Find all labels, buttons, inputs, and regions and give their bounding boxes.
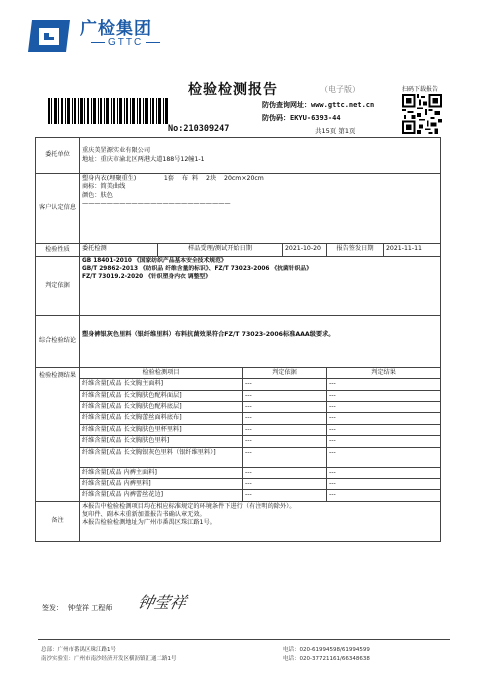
remark-line: 复印件、副本未重新加盖报告书确认章无效。 <box>82 510 206 518</box>
qr-caption: 扫码下载报告 <box>402 86 439 93</box>
result-basis: --- <box>243 379 327 390</box>
issue-date-value: 2021-11-11 <box>384 244 441 257</box>
conclusion-label: 综合检验结论 <box>36 316 80 368</box>
table-row <box>36 390 441 401</box>
results-label: 检验检测结果 <box>36 368 80 502</box>
result-basis: --- <box>243 402 327 413</box>
result-basis: --- <box>243 413 327 424</box>
basis-line: GB/T 29862-2013 《纺织品 纤维含量的标识》、FZ/T 73023-2006 《抗菌针织品》 <box>82 265 313 272</box>
result-basis: --- <box>243 447 327 467</box>
result-value: --- <box>327 467 441 478</box>
inspection-label: 检验性质 <box>36 244 80 257</box>
table-row <box>36 478 441 489</box>
report-number: No:210309247 <box>168 124 230 134</box>
table-row <box>36 447 441 467</box>
report-title-subtitle: （电子版） <box>320 85 360 94</box>
table-row <box>36 490 441 501</box>
client-address: 地址：重庆市渝北区两港大道188号12幢1-1 <box>82 155 205 163</box>
handwritten-signature: 钟莹祥 <box>136 593 189 612</box>
footer-branch-address: 南沙实验室：广州市南沙经济开发区横沥镇汇通二路1号 <box>41 656 177 662</box>
footer-phone-1: 电话：020-61994598/61994599 <box>283 647 370 653</box>
logo-chinese-name: 广检集团 <box>80 19 152 39</box>
basis-cell <box>80 257 441 316</box>
remarks-cell <box>80 501 441 541</box>
result-item: 纤维含量[成品 长文胸肤色配料底层] <box>80 402 243 413</box>
table-row <box>36 436 441 447</box>
logo-english-name: GTTC <box>88 37 163 48</box>
result-item: 纤维含量[成品 长文胸肤色配料面层] <box>80 390 243 401</box>
result-value: --- <box>327 424 441 435</box>
qr-code-icon <box>402 94 442 134</box>
gttc-logo-icon <box>26 18 72 54</box>
client-cell <box>80 138 441 174</box>
sample-row <box>36 174 441 244</box>
result-value: --- <box>327 379 441 390</box>
conclusion-row <box>36 316 441 368</box>
inspection-date-label: 样品受理/测试开始日期 <box>158 244 283 257</box>
remark-line: 本报告中检验检测项目均在相应标准规定的环境条件下进行（有注明的除外）。 <box>82 502 296 510</box>
table-row <box>36 467 441 478</box>
client-label: 委托单位 <box>36 138 80 174</box>
inspection-row <box>36 244 441 257</box>
result-basis: --- <box>243 478 327 489</box>
sample-color: 颜色：肤色 <box>82 191 113 199</box>
result-item: 纤维含量[成品 长文胸肤色里杯里料] <box>80 424 243 435</box>
inspection-nature: 委托检测 <box>80 244 158 257</box>
footer-phone-2: 电话：020-37721161/66348638 <box>283 656 370 662</box>
remarks-label: 备注 <box>36 501 80 541</box>
sample-cell <box>80 174 441 244</box>
result-item: 纤维含量[成品 长文胸肤色里料] <box>80 436 243 447</box>
basis-line: GB 18401-2010 《国家纺织产品基本安全技术规范》 <box>82 258 227 264</box>
issue-date-label: 报告签发日期 <box>327 244 384 257</box>
result-value: --- <box>327 447 441 467</box>
query-url-line: 防伪查询网址：www.gttc.net.cn <box>262 101 375 109</box>
result-value: --- <box>327 490 441 501</box>
barcode-icon <box>48 98 168 124</box>
basis-line: FZ/T 73019.2-2020 《针织塑身内衣 调整型》 <box>82 273 211 280</box>
result-value: --- <box>327 478 441 489</box>
table-row <box>36 379 441 390</box>
result-item: 纤维含量[成品 内裤蕾丝花边] <box>80 490 243 501</box>
table-row <box>36 402 441 413</box>
page-info: 共15页 第1页 <box>315 127 356 135</box>
signature-label: 签发： <box>42 604 63 612</box>
results-col-result: 判定结果 <box>327 368 441 379</box>
table-row <box>36 413 441 424</box>
result-item: 纤维含量[成品 内裤主面料] <box>80 467 243 478</box>
footer-hq-address: 总部：广州市番禺区珠江路1号 <box>41 647 117 653</box>
result-item: 纤维含量[成品 长文胸主面料] <box>80 379 243 390</box>
result-basis: --- <box>243 436 327 447</box>
inspection-date-value: 2021-10-20 <box>283 244 327 257</box>
table-row <box>36 424 441 435</box>
footer-divider <box>38 639 450 640</box>
result-item: 纤维含量[成品 内裤里料] <box>80 478 243 489</box>
remark-line: 本报告检验检测地址为广州市番禺区珠江路1号。 <box>82 519 216 527</box>
result-value: --- <box>327 390 441 401</box>
remarks-row <box>36 501 441 541</box>
signature-name: 钟莹祥 工程师 <box>68 604 113 612</box>
basis-label: 判定依据 <box>36 257 80 316</box>
report-title: 检验检测报告 <box>188 82 278 98</box>
result-basis: --- <box>243 424 327 435</box>
result-item: 纤维含量[成品 长文胸蕾丝面料底布] <box>80 413 243 424</box>
result-basis: --- <box>243 467 327 478</box>
result-item: 纤维含量[成品 长文胸银灰色里料（银纤维里料）] <box>80 447 243 467</box>
client-name: 重庆美罡源实业有限公司 <box>82 147 151 155</box>
sample-dash-line: ———————————————————————— <box>82 200 231 208</box>
result-value: --- <box>327 402 441 413</box>
result-value: --- <box>327 413 441 424</box>
client-row <box>36 138 441 174</box>
sample-trademark: 商标：简美曲线 <box>82 183 126 191</box>
report-table <box>35 137 441 542</box>
sample-label: 客户认定信息 <box>36 174 80 244</box>
results-col-basis: 判定依据 <box>243 368 327 379</box>
results-col-item: 检验检测项目 <box>80 368 243 379</box>
result-value: --- <box>327 436 441 447</box>
sample-line-1: 塑身内衣(埋聚重生) 1套 布 料 2块 20cm×20cm <box>82 175 264 182</box>
result-basis: --- <box>243 490 327 501</box>
conclusion-text: 塑身裤银灰色里料（银纤维里料）布料抗菌效果符合FZ/T 73023-2006标准AAA级要求。 <box>80 316 441 368</box>
anti-fake-code-line: 防伪码：EKYU-6393-44 <box>262 114 341 122</box>
results-header-row <box>36 368 441 379</box>
basis-row <box>36 257 441 316</box>
result-basis: --- <box>243 390 327 401</box>
